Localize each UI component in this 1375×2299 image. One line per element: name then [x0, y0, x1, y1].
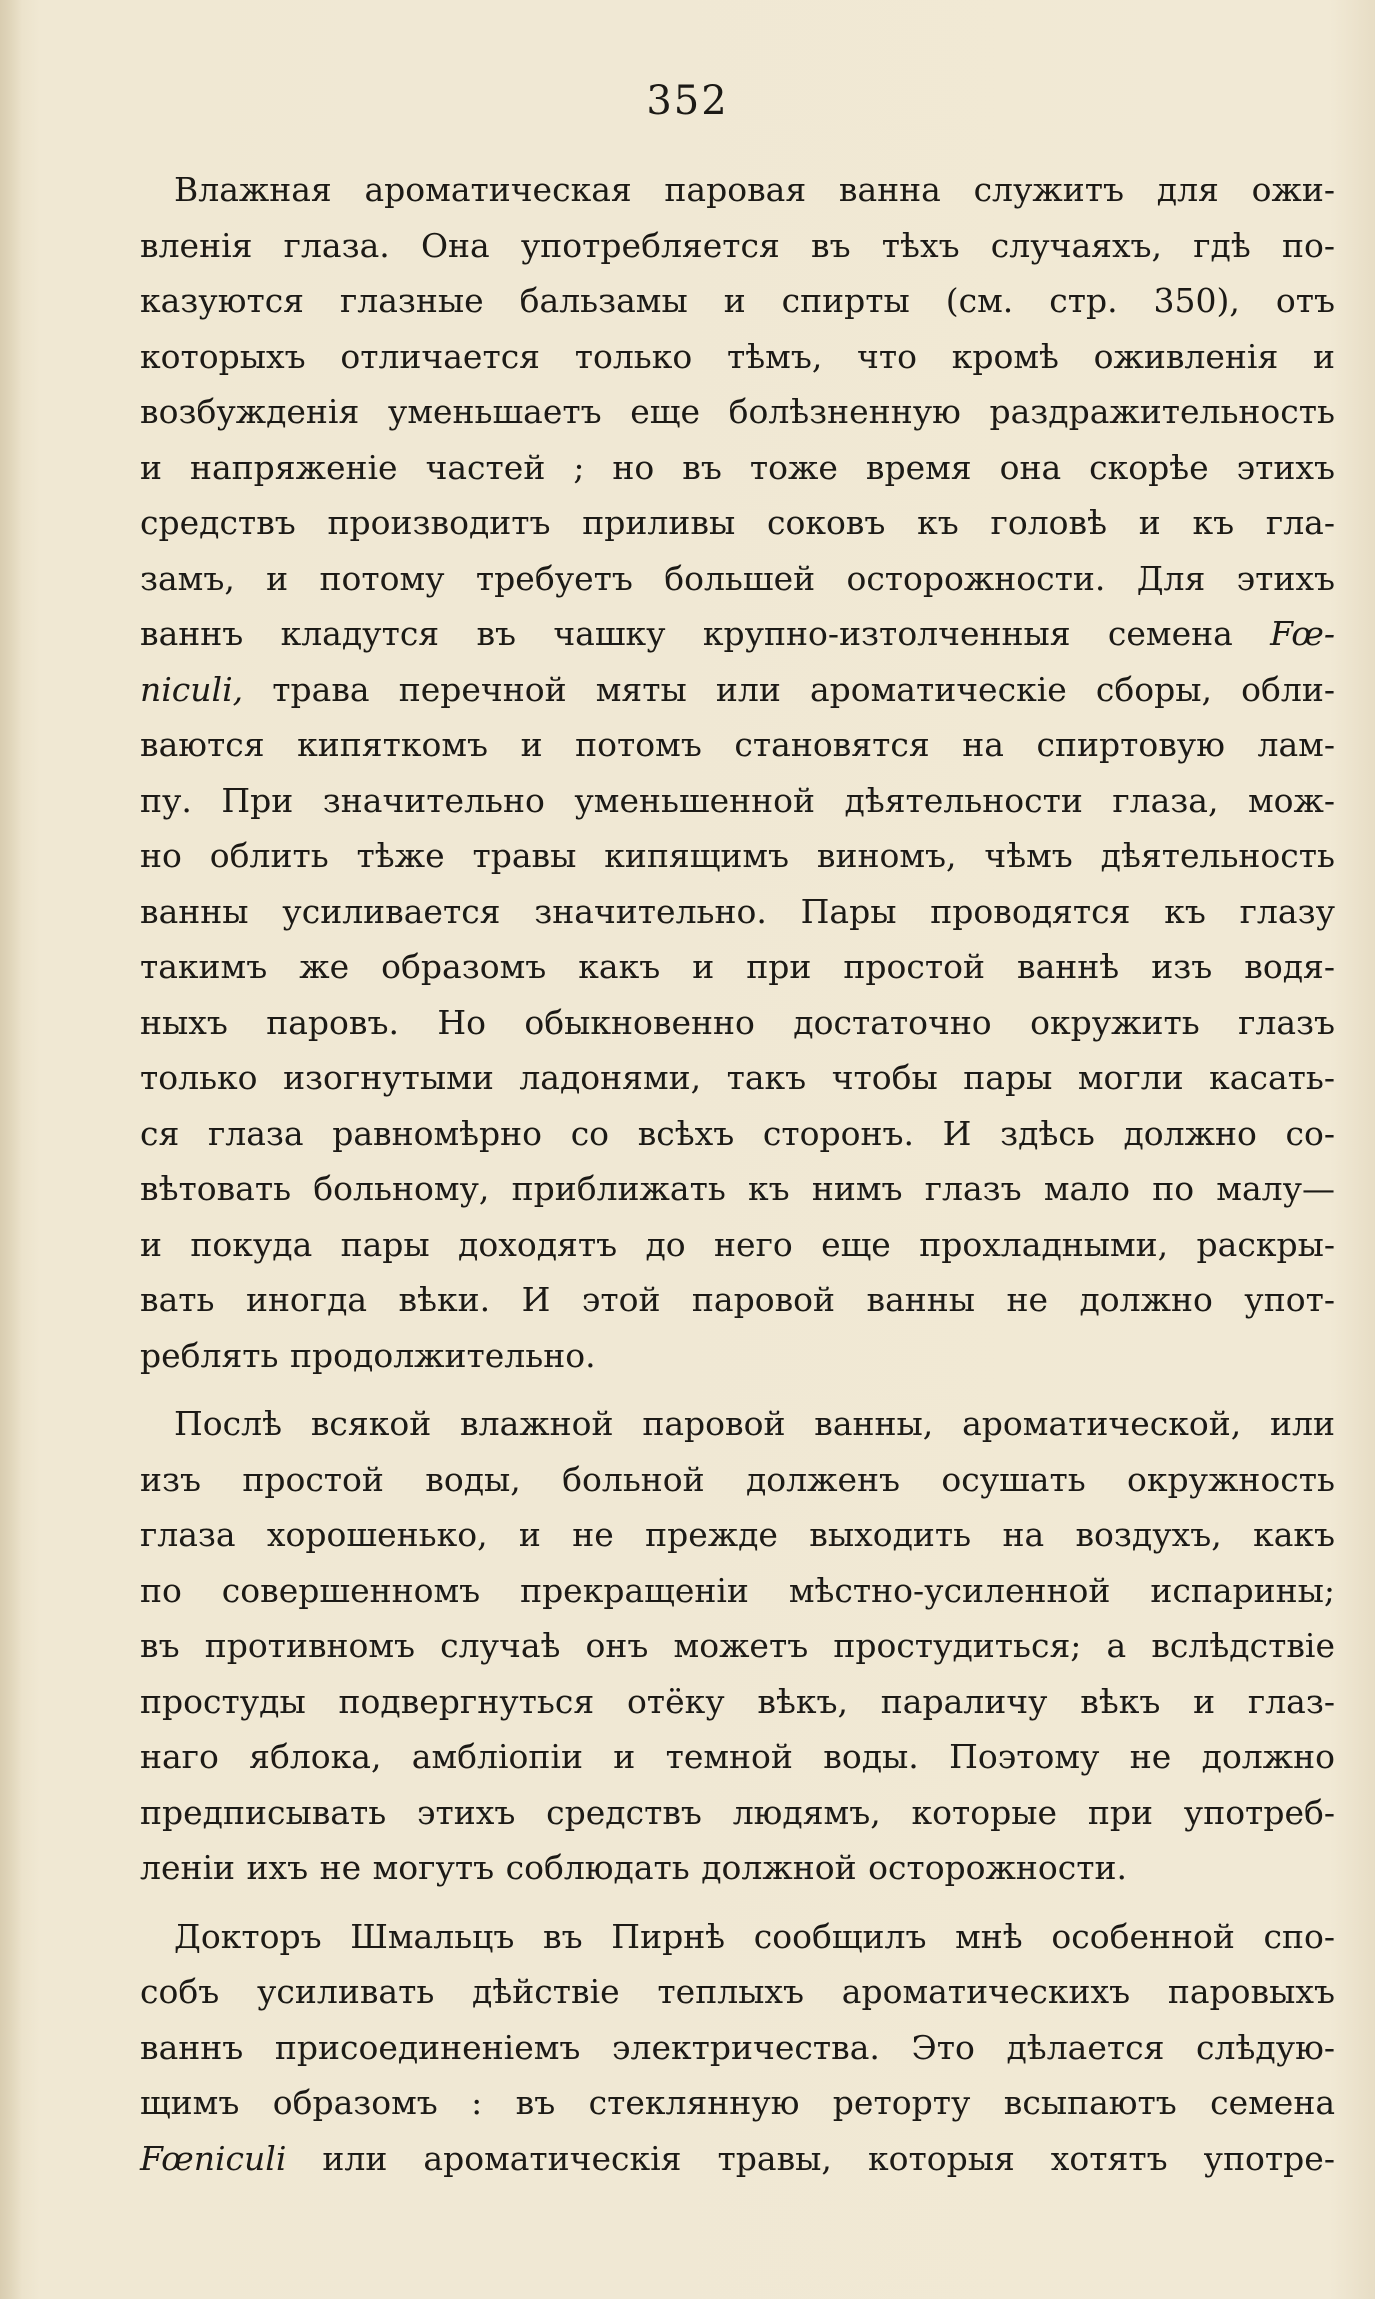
latin-term: Fœ- — [1270, 614, 1335, 653]
body-text — [140, 162, 1335, 2186]
text-line: собъ усиливать дѣйствіе теплыхъ ароматическихъ паровыхъ — [140, 1972, 1335, 2011]
text-line: пу. При значительно уменьшенной дѣятельности глаза, мож- — [140, 780, 1335, 820]
text-line: щимъ образомъ : въ стеклянную реторту всыпаютъ семена — [140, 2083, 1335, 2122]
paragraph-aromatic-bath — [140, 162, 1335, 1383]
text-line: возбужденія уменьшаетъ еще болѣзненную раздражительность — [140, 392, 1335, 431]
text-line: ваются кипяткомъ и потомъ становятся на спиртовую лам- — [140, 725, 1335, 764]
text-line: вѣтовать больному, приближать къ нимъ глазъ мало по малу— — [140, 1169, 1335, 1208]
text-line: Послѣ всякой влажной паровой ванны, ароматической, или — [174, 1404, 1335, 1443]
text-line: средствъ производитъ приливы соковъ къ головѣ и къ гла- — [140, 503, 1335, 542]
text-line: наго яблока, амбліопіи и темной воды. Поэтому не должно — [140, 1737, 1335, 1776]
text-line: глаза хорошенько, и не прежде выходить на воздухъ, какъ — [140, 1515, 1335, 1554]
text-line: Докторъ Шмальцъ въ Пирнѣ сообщилъ мнѣ особенной спо- — [174, 1916, 1335, 1956]
page-number: 352 — [646, 78, 729, 124]
text-line: предписывать этихъ средствъ людямъ, которые при употреб- — [140, 1792, 1335, 1832]
text-line — [140, 606, 1335, 662]
latin-term: Fœniculi — [140, 2138, 287, 2178]
text-line — [140, 2131, 1335, 2187]
text-line: Влажная ароматическая паровая ванна служитъ для ожи- — [174, 170, 1335, 209]
latin-term: niculi, — [140, 669, 244, 709]
text-line: ваннъ присоединеніемъ электричества. Это дѣлается слѣдую- — [140, 2027, 1335, 2067]
text-line: замъ, и потому требуетъ большей осторожности. Для этихъ — [140, 558, 1335, 598]
text-segment: трава перечной мяты или ароматическіе сборы, обли- — [272, 669, 1335, 709]
text-line: вать иногда вѣки. И этой паровой ванны не должно упот- — [140, 1280, 1335, 1319]
text-line: но облить тѣже травы кипящимъ виномъ, чѣмъ дѣятельность — [140, 836, 1335, 875]
text-line: изъ простой воды, больной долженъ осушать окружность — [140, 1459, 1335, 1499]
text-line: и покуда пары доходятъ до него еще прохладными, раскры- — [140, 1224, 1335, 1264]
paragraph-after-bath — [140, 1396, 1335, 1896]
text-line: реблять продолжительно. — [140, 1335, 596, 1375]
text-line: и напряженіе частей ; но въ тоже время она скорѣе этихъ — [140, 447, 1335, 487]
text-line: вленія глаза. Она употребляется въ тѣхъ случаяхъ, гдѣ по- — [140, 225, 1335, 265]
text-line: простуды подвергнуться отёку вѣкъ, параличу вѣкъ и глаз- — [140, 1681, 1335, 1721]
text-segment: или ароматическія травы, которыя хотятъ употре- — [322, 2138, 1335, 2178]
text-line: ванны усиливается значительно. Пары проводятся къ глазу — [140, 891, 1335, 931]
text-line: только изогнутыми ладонями, такъ чтобы пары могли касать- — [140, 1058, 1335, 1097]
text-line: казуются глазные бальзамы и спирты (см. стр. 350), отъ — [140, 281, 1335, 320]
text-line: которыхъ отличается только тѣмъ, что кромѣ оживленія и — [140, 336, 1335, 376]
text-line: ныхъ паровъ. Но обыкновенно достаточно окружить глазъ — [140, 1002, 1335, 1042]
text-line: въ противномъ случаѣ онъ можетъ простудиться; а вслѣдствіе — [140, 1626, 1335, 1665]
text-line — [140, 662, 1335, 718]
text-line: такимъ же образомъ какъ и при простой ваннѣ изъ водя- — [140, 947, 1335, 986]
text-line: ся глаза равномѣрно со всѣхъ сторонъ. И здѣсь должно со- — [140, 1113, 1335, 1153]
page-gutter-shadow — [0, 0, 22, 2299]
text-line: леніи ихъ не могутъ соблюдать должной осторожности. — [140, 1848, 1127, 1887]
text-line: по совершенномъ прекращеніи мѣстно-усиленной испарины; — [140, 1570, 1335, 1610]
text-segment: ваннъ кладутся въ чашку крупно-изтолченныя семена — [140, 614, 1233, 653]
paragraph-dr-schmaltz — [140, 1909, 1335, 2187]
